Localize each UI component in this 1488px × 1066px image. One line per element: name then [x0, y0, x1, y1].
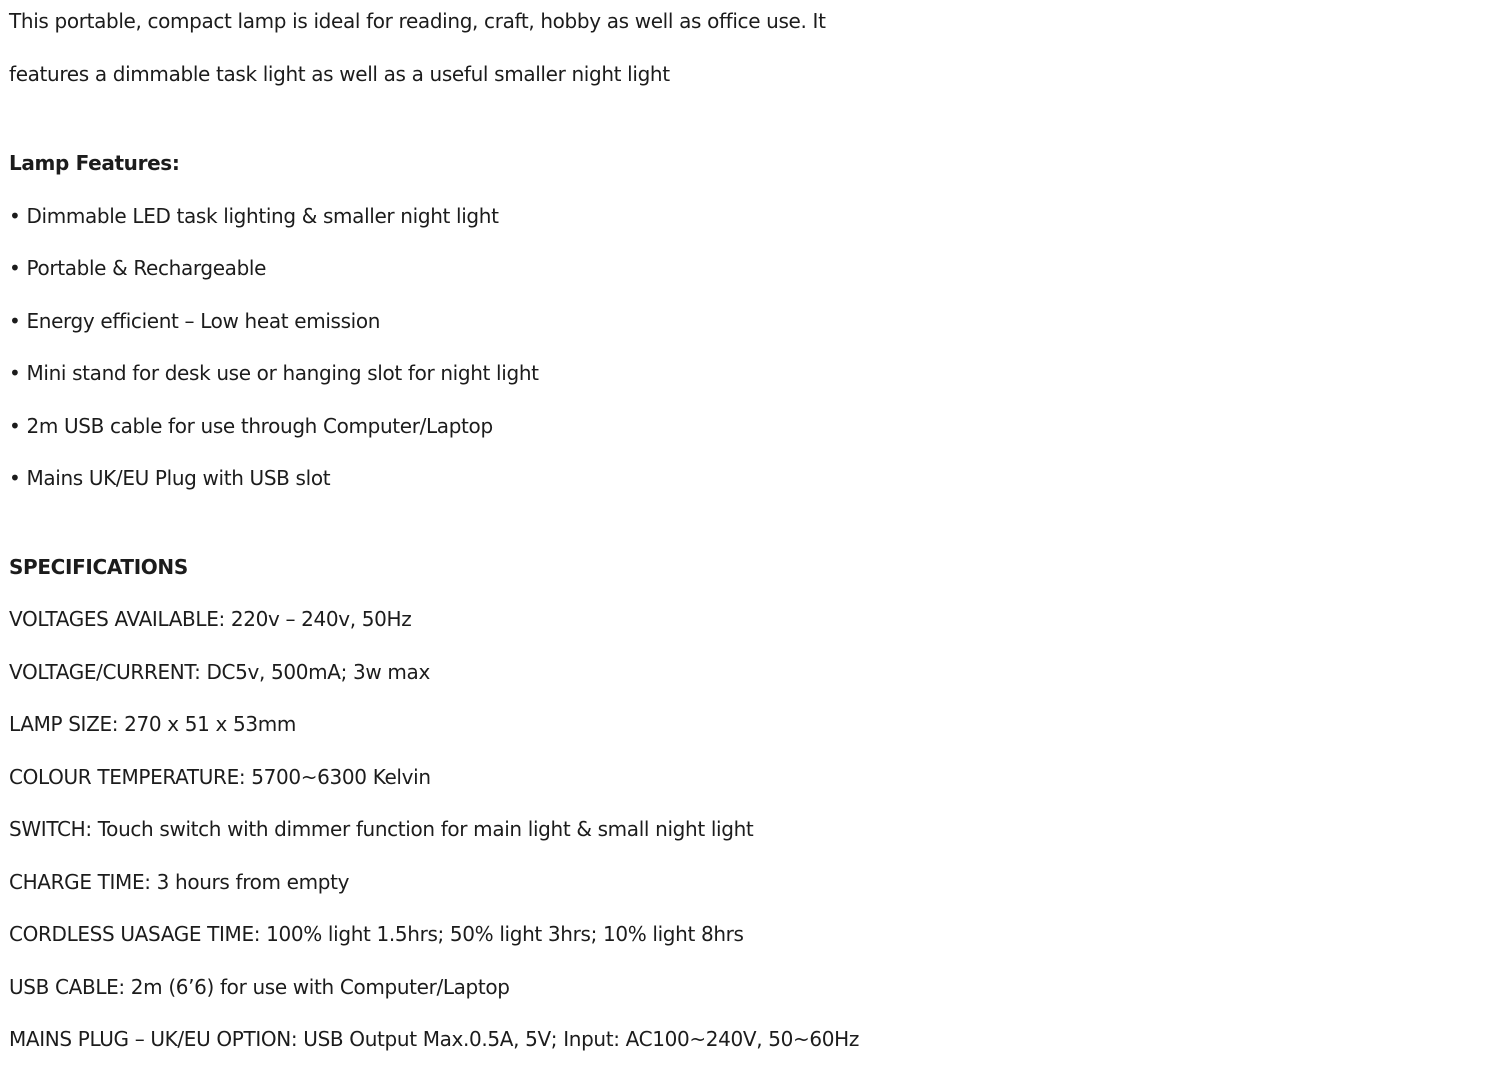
spacer	[9, 505, 1488, 541]
spec-item: LAMP SIZE: 270 x 51 x 53mm	[9, 712, 297, 736]
features-heading: Lamp Features:	[9, 151, 180, 175]
spec-item: MAINS PLUG – UK/EU OPTION: USB Output Max.0.5A, 5V; Input: AC100~240V, 50~60Hz	[9, 1027, 859, 1051]
spec-item: COLOUR TEMPERATURE: 5700~6300 Kelvin	[9, 764, 431, 789]
spec-item: SWITCH: Touch switch with dimmer function for main light & small night light	[9, 817, 754, 841]
feature-item: • Dimmable LED task lighting & smaller night light	[9, 203, 499, 228]
spec-item: USB CABLE: 2m (6’6) for use with Computer/Laptop	[9, 974, 510, 999]
feature-item: • Mains UK/EU Plug with USB slot	[9, 466, 331, 490]
intro-line: This portable, compact lamp is ideal for reading, craft, hobby as well as office use. It	[9, 9, 826, 33]
features-section	[9, 137, 1488, 505]
spacer	[9, 100, 1488, 137]
feature-item: • Portable & Rechargeable	[9, 256, 267, 280]
feature-item: • 2m USB cable for use through Computer/Laptop	[9, 413, 493, 438]
spec-item: VOLTAGES AVAILABLE: 220v – 240v, 50Hz	[9, 607, 412, 631]
spec-item: CORDLESS UASAGE TIME: 100% light 1.5hrs; 50% light 3hrs; 10% light 8hrs	[9, 922, 744, 946]
intro-paragraph	[9, 0, 1488, 100]
specifications-section	[9, 541, 1488, 1066]
specifications-heading: SPECIFICATIONS	[9, 554, 188, 579]
spec-item: VOLTAGE/CURRENT: DC5v, 500mA; 3w max	[9, 659, 430, 684]
intro-line: features a dimmable task light as well as a useful smaller night light	[9, 61, 670, 86]
feature-item: • Energy efficient – Low heat emission	[9, 308, 381, 333]
spec-item: CHARGE TIME: 3 hours from empty	[9, 869, 350, 894]
feature-item: • Mini stand for desk use or hanging slot for night light	[9, 361, 539, 385]
